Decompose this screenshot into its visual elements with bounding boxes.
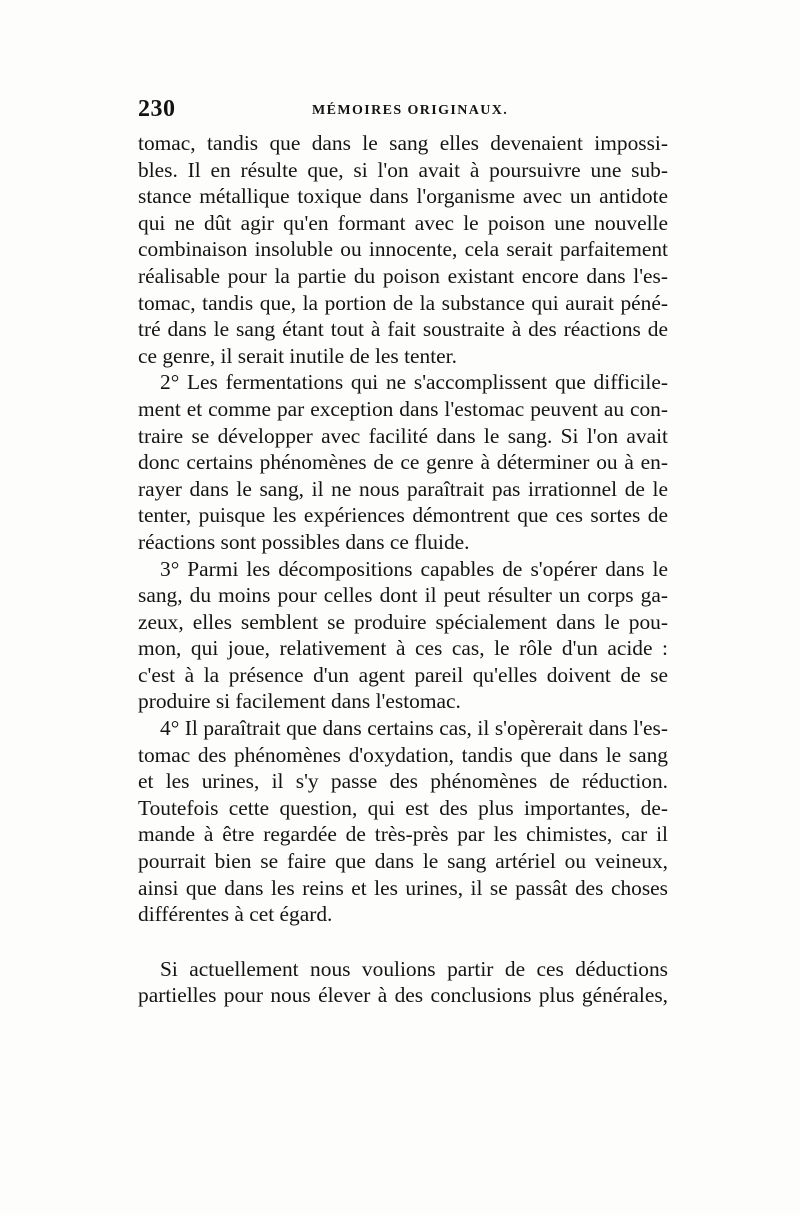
text-line: différentes à cet égard. [138,902,333,927]
text-line: combinaison insoluble ou innocente, cela serait parfaitement [138,237,668,262]
text-line: c'est à la présence d'un agent pareil qu'elles doivent de se [138,662,668,687]
text-line: stance métallique toxique dans l'organisme avec un antidote [138,184,668,209]
text-line: et les urines, il s'y passe des phénomènes de réduction. [138,769,668,794]
text-line: mon, qui joue, relativement à ces cas, le rôle d'un acide : [138,636,668,661]
text-line: qui ne dût agir qu'en formant avec le poison une nouvelle [138,210,668,235]
text-line: tomac des phénomènes d'oxydation, tandis que dans le sang [138,742,668,767]
text-line: donc certains phénomènes de ce genre à déterminer ou à en- [138,450,668,475]
text-line: partielles pour nous élever à des conclusions plus générales, [138,983,668,1008]
paragraph-gap [138,928,668,956]
text-line: traire se développer avec facilité dans le sang. Si l'on avait [138,423,668,448]
text-line: mande à être regardée de très-près par les chimistes, car il [138,822,668,847]
body-text [138,130,668,1009]
text-line: pourrait bien se faire que dans le sang artériel ou veineux, [138,849,668,874]
text-line: ainsi que dans les reins et les urines, il se passât des choses [138,875,668,900]
text-line: rayer dans le sang, il ne nous paraîtrait pas irrationnel de le [138,476,668,501]
text-line: zeux, elles semblent se produire spécialement dans le pou- [138,609,668,634]
text-line: réactions sont possibles dans ce fluide. [138,529,470,554]
text-line: bles. Il en résulte que, si l'on avait à poursuivre une sub- [138,157,668,182]
text-line: produire si facilement dans l'estomac. [138,689,461,714]
text-line: ment et comme par exception dans l'estomac peuvent au con- [138,396,668,421]
text-line: ce genre, il serait inutile de les tenter. [138,343,457,368]
page-header [138,96,668,126]
text-line: 3° Parmi les décompositions capables de s'opérer dans le [160,556,668,581]
running-head: MÉMOIRES ORIGINAUX. [312,103,509,118]
page-number: 230 [138,96,176,122]
text-line: 4° Il paraîtrait que dans certains cas, il s'opèrerait dans l'es- [160,716,668,741]
text-line: tré dans le sang étant tout à fait soustraite à des réactions de [138,317,668,342]
text-line: tomac, tandis que dans le sang elles devenaient impossi- [138,131,668,155]
text-line: Toutefois cette question, qui est des plus importantes, de- [138,795,668,820]
text-line: 2° Les fermentations qui ne s'accomplissent que difficile- [160,370,668,395]
text-line: réalisable pour la partie du poison existant encore dans l'es- [138,263,668,288]
text-line: Si actuellement nous voulions partir de ces déductions [160,956,668,981]
text-line: tomac, tandis que, la portion de la substance qui aurait péné- [138,290,668,315]
text-line: sang, du moins pour celles dont il peut résulter un corps ga- [138,583,668,608]
text-line: tenter, puisque les expériences démontrent que ces sortes de [138,503,668,528]
